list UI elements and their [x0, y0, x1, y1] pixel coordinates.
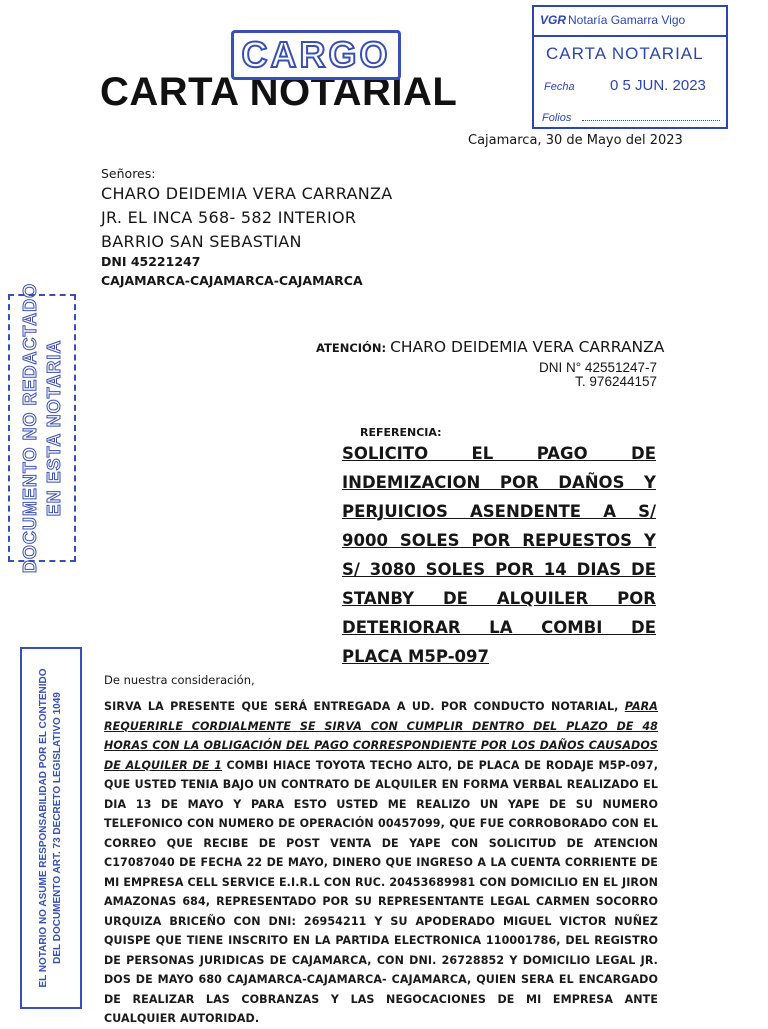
notary-stamp [532, 5, 728, 129]
not-drafted-line-2: EN ESTA NOTARIA [44, 339, 64, 517]
notary-logo: VGR [540, 13, 567, 27]
notary-folios-line [582, 120, 720, 121]
attention-row [316, 337, 664, 356]
reference-line: PLACA M5P-097 [342, 647, 489, 666]
cargo-stamp [231, 30, 401, 80]
recipient-street: JR. EL INCA 568- 582 INTERIOR [101, 208, 357, 227]
recipient-district: BARRIO SAN SEBASTIAN [101, 232, 302, 251]
notary-folios-label: Folios [542, 112, 572, 124]
body-underlined: PARA REQUERIRLE CORDIALMENTE SE SIRVA CON CUMPLIR DENTRO DEL PLAZO DE 48 HORAS CON LA OBLIGACIÓN DEL PAGO CORRESPONDIENTE POR LOS DAÑOS CAUSADOS DE ALQUILER DE 1 [104, 700, 658, 772]
responsibility-stamp-text [37, 668, 65, 987]
reference-line: S/ 3080 SOLES POR 14 DIAS DE [342, 560, 656, 579]
not-drafted-stamp-text [18, 283, 66, 573]
reference-line: DETERIORAR LA COMBI DE [342, 618, 656, 637]
body-part-1: SIRVA LA PRESENTE QUE SERÁ ENTREGADA A UD. POR CONDUCTO NOTARIAL, [104, 700, 625, 713]
cargo-stamp-text: CARGO [241, 34, 391, 75]
recipient-city: CAJAMARCA-CAJAMARCA-CAJAMARCA [101, 273, 363, 288]
responsibility-line-2: DEL DOCUMENTO ART. 73 DECRETO LEGISLATIVO 1049 [52, 692, 63, 964]
greeting: De nuestra consideración, [104, 673, 255, 687]
recipient-name: CHARO DEIDEMIA VERA CARRANZA [101, 184, 393, 203]
not-drafted-line-1: DOCUMENTO NO REDACTADO [20, 282, 40, 574]
attention-phone: T. 976244157 [575, 374, 657, 389]
notary-name: Notaría Gamarra Vigo [568, 13, 686, 27]
attention-dni: DNI N° 42551247-7 [539, 360, 657, 375]
salutation: Señores: [101, 166, 156, 181]
reference-block [342, 440, 656, 672]
reference-line: STANBY DE ALQUILER POR [342, 589, 656, 608]
reference-line: PERJUICIOS ASENDENTE A S/ [342, 502, 656, 521]
reference-label: REFERENCIA: [360, 426, 442, 439]
place-date: Cajamarca, 30 de Mayo del 2023 [468, 133, 683, 148]
responsibility-stamp [20, 647, 82, 1009]
responsibility-line-1: EL NOTARIO NO ASUME RESPONSABILIDAD POR EL CONTENIDO [38, 668, 49, 988]
not-drafted-stamp [8, 282, 76, 574]
body-part-2: COMBI HIACE TOYOTA TECHO ALTO, DE PLACA DE RODAJE M5P-097, QUE USTED TENIA BAJO UN CONTRATO DE ALQUILER EN FORMA VERBAL REALIZADO EL DIA 13 DE MAYO Y PARA ESTO USTED ME REALIZO UN YAPE DE SU NUMERO TELEFONICO CON NUMERO DE OPERACIÓN 00457099, QUE FUE CORROBORADO CON EL CORREO QUE RECIBE DE POST VENTA DE YAPE CON SOLICITUD DE ATENCION C17087040 DE FECHA 22 DE MAYO, DINERO QUE INGRESO A LA CUENTA CORRIENTE DE MI EMPRESA CELL SERVICE E.I.R.L CON RUC. 20453689981 CON DOMICILIO EN EL JIRON AMAZONAS 684, REPRESENTADO POR SU REPRESENTANTE LEGAL CARMEN SOCORRO URQUIZA BRICEÑO CON DNI: 26954211 Y SU APODERADO MIGUEL VICTOR NUÑEZ QUISPE QUE TIENE INSCRITO EN LA PARTIDA ELECTRONICA 110001786, DEL REGISTRO DE PERSONAS JURIDICAS DE CAJAMARCA, CON DNI. 26728852 Y DOMICILIO LEGAL JR. DOS DE MAYO 680 CAJAMARCA-CAJAMARCA- CAJAMARCA, QUIEN SERA EL ENCARGADO DE REALIZAR LAS COBRANZAS Y LAS NEGOCACIONES DE MI EMPRESA ANTE CUALQUIER AUTORIDAD. [104, 758, 659, 1025]
notary-fecha-label: Fecha [544, 81, 575, 93]
attention-name: CHARO DEIDEMIA VERA CARRANZA [390, 338, 665, 356]
document-title: CARTA NOTARIAL [100, 70, 458, 114]
reference-line: 9000 SOLES POR REPUESTOS Y [342, 531, 656, 550]
reference-line: SOLICITO EL PAGO DE [342, 444, 656, 463]
notary-divider [534, 35, 726, 37]
notary-stamp-header [540, 13, 685, 27]
reference-line: INDEMIZACION POR DAÑOS Y [342, 473, 656, 492]
letter-body [104, 697, 658, 1029]
attention-label: ATENCIÓN: [316, 341, 387, 355]
recipient-dni: DNI 45221247 [101, 254, 201, 269]
notary-stamp-title: CARTA NOTARIAL [546, 44, 704, 63]
notary-fecha-value: 0 5 JUN. 2023 [610, 77, 706, 94]
